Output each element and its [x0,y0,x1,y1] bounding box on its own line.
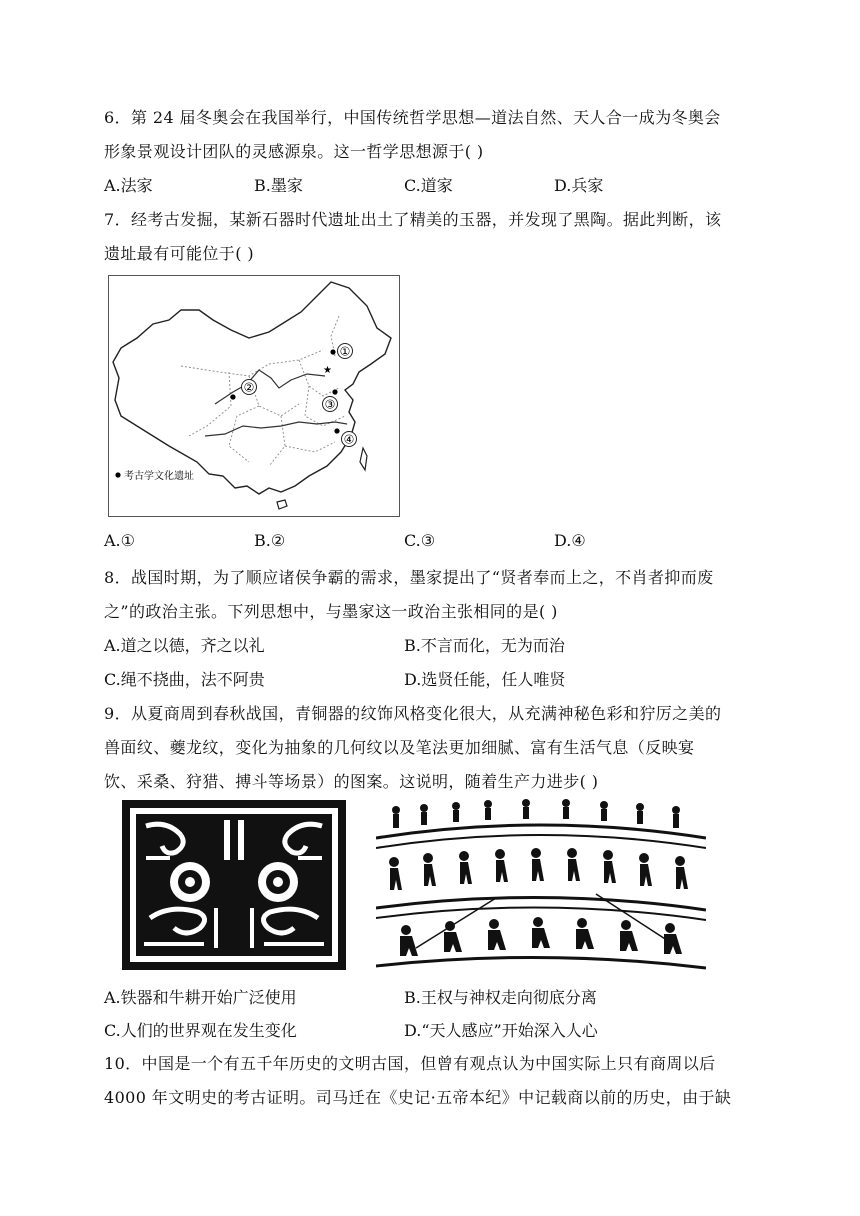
china-map-svg [109,276,399,516]
legend-dot-icon [115,472,120,477]
taiwan-island [360,448,367,470]
site-marker-2: ② [243,380,255,395]
q8-option-b[interactable]: B.不言而化，无为而治 [404,636,565,655]
q6-option-c[interactable]: C.道家 [404,176,453,195]
q6-option-b[interactable]: B.墨家 [254,176,303,195]
q8-stem-line1: 8．战国时期，为了顺应诸侯争霸的需求，墨家提出了“贤者奉而上之，不肖者抑而废 [104,568,714,587]
site-dot-1 [330,349,335,354]
q8-option-a[interactable]: A.道之以德，齐之以礼 [104,636,265,655]
q10-stem-line1: 10．中国是一个有五千年历史的文明古国，但曾有观点认为中国实际上只有商周以后 [104,1054,716,1073]
q9-stem-line1: 9．从夏商周到春秋战国，青铜器的纹饰风格变化很大，从充满神秘色彩和狞厉之美的 [104,704,722,723]
q8-option-c[interactable]: C.绳不挠曲，法不阿贵 [104,670,265,689]
q7-option-b[interactable]: B.② [254,531,286,550]
site-dot-4 [334,428,339,433]
q9-option-a[interactable]: A.铁器和牛耕开始广泛使用 [104,988,297,1007]
china-map-figure [108,275,400,517]
q6-option-a[interactable]: A.法家 [104,176,153,195]
taotie-pattern-figure [120,798,348,972]
q7-option-c[interactable]: C.③ [404,531,436,550]
q6-stem-line2: 形象景观设计团队的灵感源泉。这一哲学思想源于( ) [104,142,484,161]
q10-stem-line2: 4000 年文明史的考古证明。司马迁在《史记·五帝本纪》中记载商以前的历史，由于缺 [104,1088,732,1107]
province-boundaries [181,316,345,466]
site-marker-1: ① [339,344,351,359]
site-dot-2 [230,394,235,399]
site-dot-3 [332,389,337,394]
q6-option-d[interactable]: D.兵家 [554,176,604,195]
q9-option-b[interactable]: B.王权与神权走向彻底分离 [404,988,597,1007]
site-marker-3: ③ [324,397,336,412]
q7-stem-line2: 遗址最有可能位于( ) [104,244,254,263]
q9-stem-line3: 饮、采桑、狩猎、搏斗等场景）的图案。这说明，随着生产力进步( ) [104,772,599,791]
q6-stem-line1: 6．第 24 届冬奥会在我国举行，中国传统哲学思想—道法自然、天人合一成为冬奥会 [104,108,721,127]
q9-stem-line2: 兽面纹、夔龙纹，变化为抽象的几何纹以及笔法更加细腻、富有生活气息（反映宴 [104,738,695,757]
life-scene-pattern-svg [376,798,706,972]
site-marker-4: ④ [343,432,355,447]
q7-stem-line1: 7．经考古发掘，某新石器时代遗址出土了精美的玉器，并发现了黑陶。据此判断，该 [104,210,722,229]
q9-option-d[interactable]: D.“天人感应”开始深入人心 [404,1021,598,1040]
q8-option-d[interactable]: D.选贤任能，任人唯贤 [404,670,566,689]
q7-option-d[interactable]: D.④ [554,531,586,550]
capital-star-icon: ★ [323,365,332,376]
q7-option-a[interactable]: A.① [104,531,135,550]
taotie-pattern-svg [120,798,348,972]
yangtze-river [205,422,347,436]
q8-stem-line2: 之”的政治主张。下列思想中，与墨家这一政治主张相同的是( ) [104,602,558,621]
map-legend-label: 考古学文化遗址 [124,471,194,482]
life-scene-pattern-figure [376,798,706,972]
hainan-island [277,500,287,509]
q9-option-c[interactable]: C.人们的世界观在发生变化 [104,1021,297,1040]
